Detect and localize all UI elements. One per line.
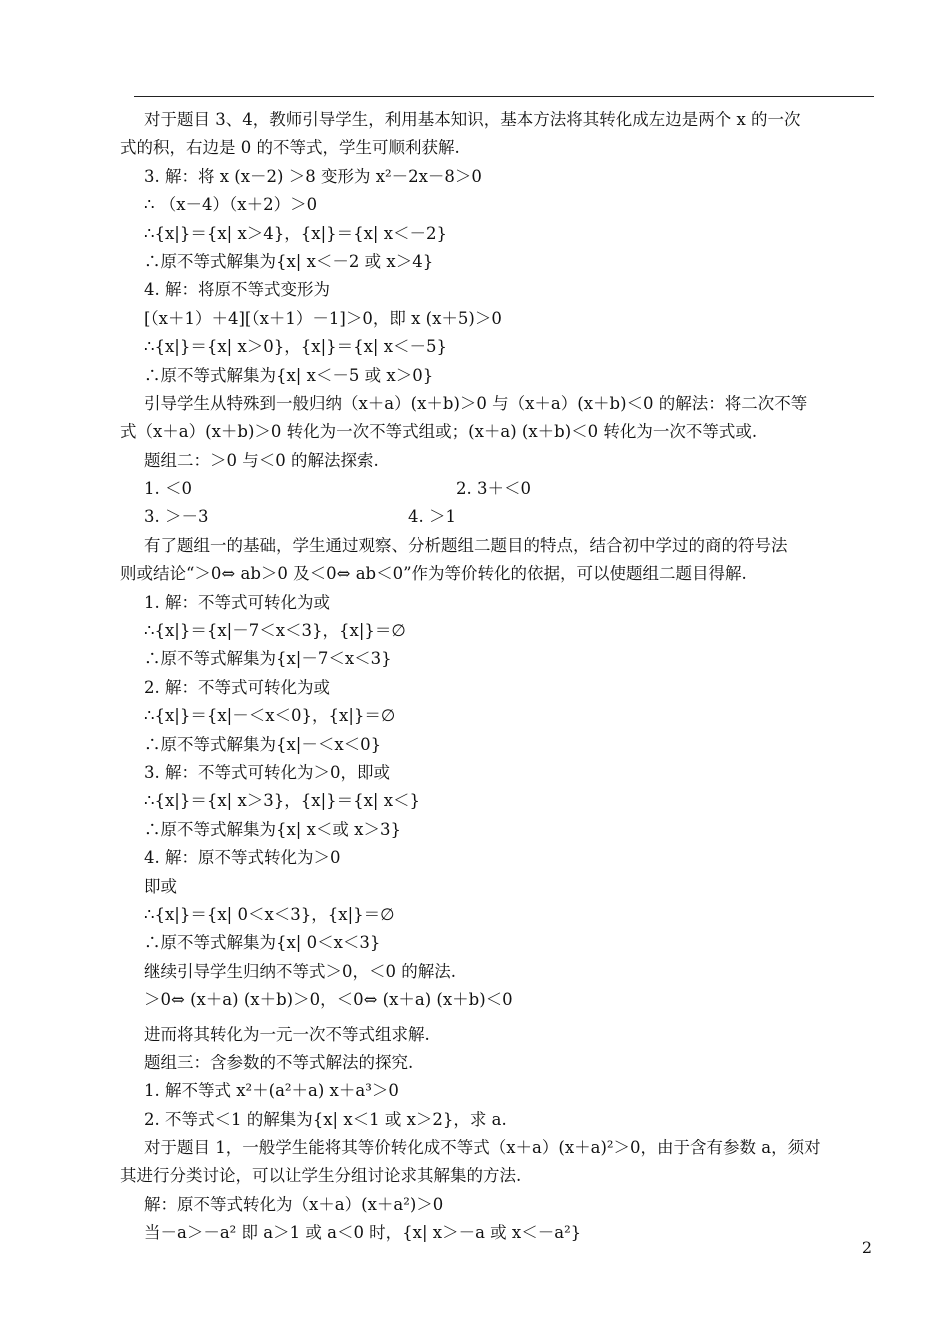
text-line: 3. 解：不等式可转化为＞0，即或 — [144, 762, 390, 782]
text-line: ∴原不等式解集为{x| x＜－2 或 x＞4} — [144, 251, 434, 271]
text-line: ∴ （x－4）（x＋2）＞0 — [144, 195, 318, 215]
text-line: ∴{x|}＝{x| 0＜x＜3}，{x|}＝∅ — [144, 904, 395, 924]
problem-1: 1. ＜0 — [144, 479, 192, 499]
text-line: ∴{x|}＝{x| x＞3}，{x|}＝{x| x＜} — [144, 791, 421, 811]
text-line: 题组二：＞0 与＜0 的解法探索. — [144, 450, 379, 470]
text-line: 引导学生从特殊到一般归纳（x＋a）(x＋b)＞0 与（x＋a）(x＋b)＜0 的解法：将二次不等 — [144, 393, 808, 413]
text-line: ∴原不等式解集为{x| x＜或 x＞3} — [144, 819, 401, 839]
text-line: ∴原不等式解集为{x|－＜x＜0} — [144, 734, 382, 754]
problem-2: 2. 3＋＜0 — [456, 479, 531, 499]
text-line: 1. 解不等式 x²＋(a²＋a) x＋a³＞0 — [144, 1081, 399, 1101]
text-line: 即或 — [144, 876, 177, 896]
text-line: 2. 不等式＜1 的解集为{x| x＜1 或 x＞2}，求 a. — [144, 1109, 507, 1129]
problem-3: 3. ＞－3 — [144, 507, 209, 527]
text-line: 4. 解：将原不等式变形为 — [144, 280, 330, 300]
document-body — [120, 106, 874, 1248]
page-number: 2 — [861, 1238, 872, 1257]
text-line: ∴{x|}＝{x| x＞0}，{x|}＝{x| x＜－5} — [144, 337, 448, 357]
text-line: [（x＋1）＋4][（x＋1）－1]＞0，即 x (x＋5)＞0 — [144, 308, 502, 328]
text-line: 当－a＞－a² 即 a＞1 或 a＜0 时，{x| x＞－a 或 x＜－a²} — [144, 1223, 582, 1243]
text-line: 进而将其转化为一元一次不等式组求解. — [144, 1024, 430, 1044]
text-line: 有了题组一的基础，学生通过观察、分析题组二题目的特点，结合初中学过的商的符号法 — [144, 535, 788, 555]
problem-row — [144, 503, 874, 531]
text-line: ∴{x|}＝{x|－7＜x＜3}，{x|}＝∅ — [144, 621, 406, 641]
text-line: 其进行分类讨论，可以让学生分组讨论求其解集的方法. — [120, 1166, 522, 1186]
text-line: 1. 解：不等式可转化为或 — [144, 592, 330, 612]
text-line: 对于题目 1，一般学生能将其等价转化成不等式（x＋a）(x＋a)²＞0，由于含有参数 a，须对 — [144, 1138, 821, 1158]
text-line: 题组三：含参数的不等式解法的探究. — [144, 1052, 414, 1072]
text-line: 2. 解：不等式可转化为或 — [144, 677, 330, 697]
text-line: ∴原不等式解集为{x| 0＜x＜3} — [144, 933, 381, 953]
text-line: ＞0⇔ (x＋a) (x＋b)＞0，＜0⇔ (x＋a) (x＋b)＜0 — [144, 990, 513, 1010]
header-rule — [134, 96, 874, 97]
text-line: 继续引导学生归纳不等式＞0，＜0 的解法. — [144, 961, 456, 981]
problem-4: 4. ＞1 — [408, 507, 456, 527]
text-line: 式的积，右边是 0 的不等式，学生可顺利获解. — [120, 138, 460, 158]
text-line: 式（x＋a）(x＋b)＞0 转化为一次不等式组或；(x＋a) (x＋b)＜0 转化为一次不等式或. — [120, 422, 758, 442]
text-line: 3. 解：将 x (x－2) ＞8 变形为 x²－2x－8＞0 — [144, 166, 482, 186]
text-line: ∴原不等式解集为{x| x＜－5 或 x＞0} — [144, 365, 434, 385]
text-line: ∴{x|}＝{x|－＜x＜0}，{x|}＝∅ — [144, 706, 396, 726]
text-line: 4. 解：原不等式转化为＞0 — [144, 848, 341, 868]
problem-row — [144, 475, 874, 503]
text-line: 则或结论“＞0⇔ ab＞0 及＜0⇔ ab＜0”作为等价转化的依据，可以使题组二题目得解. — [120, 564, 747, 584]
text-line: ∴原不等式解集为{x|－7＜x＜3} — [144, 649, 392, 669]
text-line: 解：原不等式转化为（x＋a）(x＋a²)＞0 — [144, 1194, 444, 1214]
text-line: ∴{x|}＝{x| x＞4}，{x|}＝{x| x＜－2} — [144, 223, 448, 243]
text-line: 对于题目 3、4，教师引导学生，利用基本知识，基本方法将其转化成左边是两个 x 的一次 — [144, 110, 801, 129]
